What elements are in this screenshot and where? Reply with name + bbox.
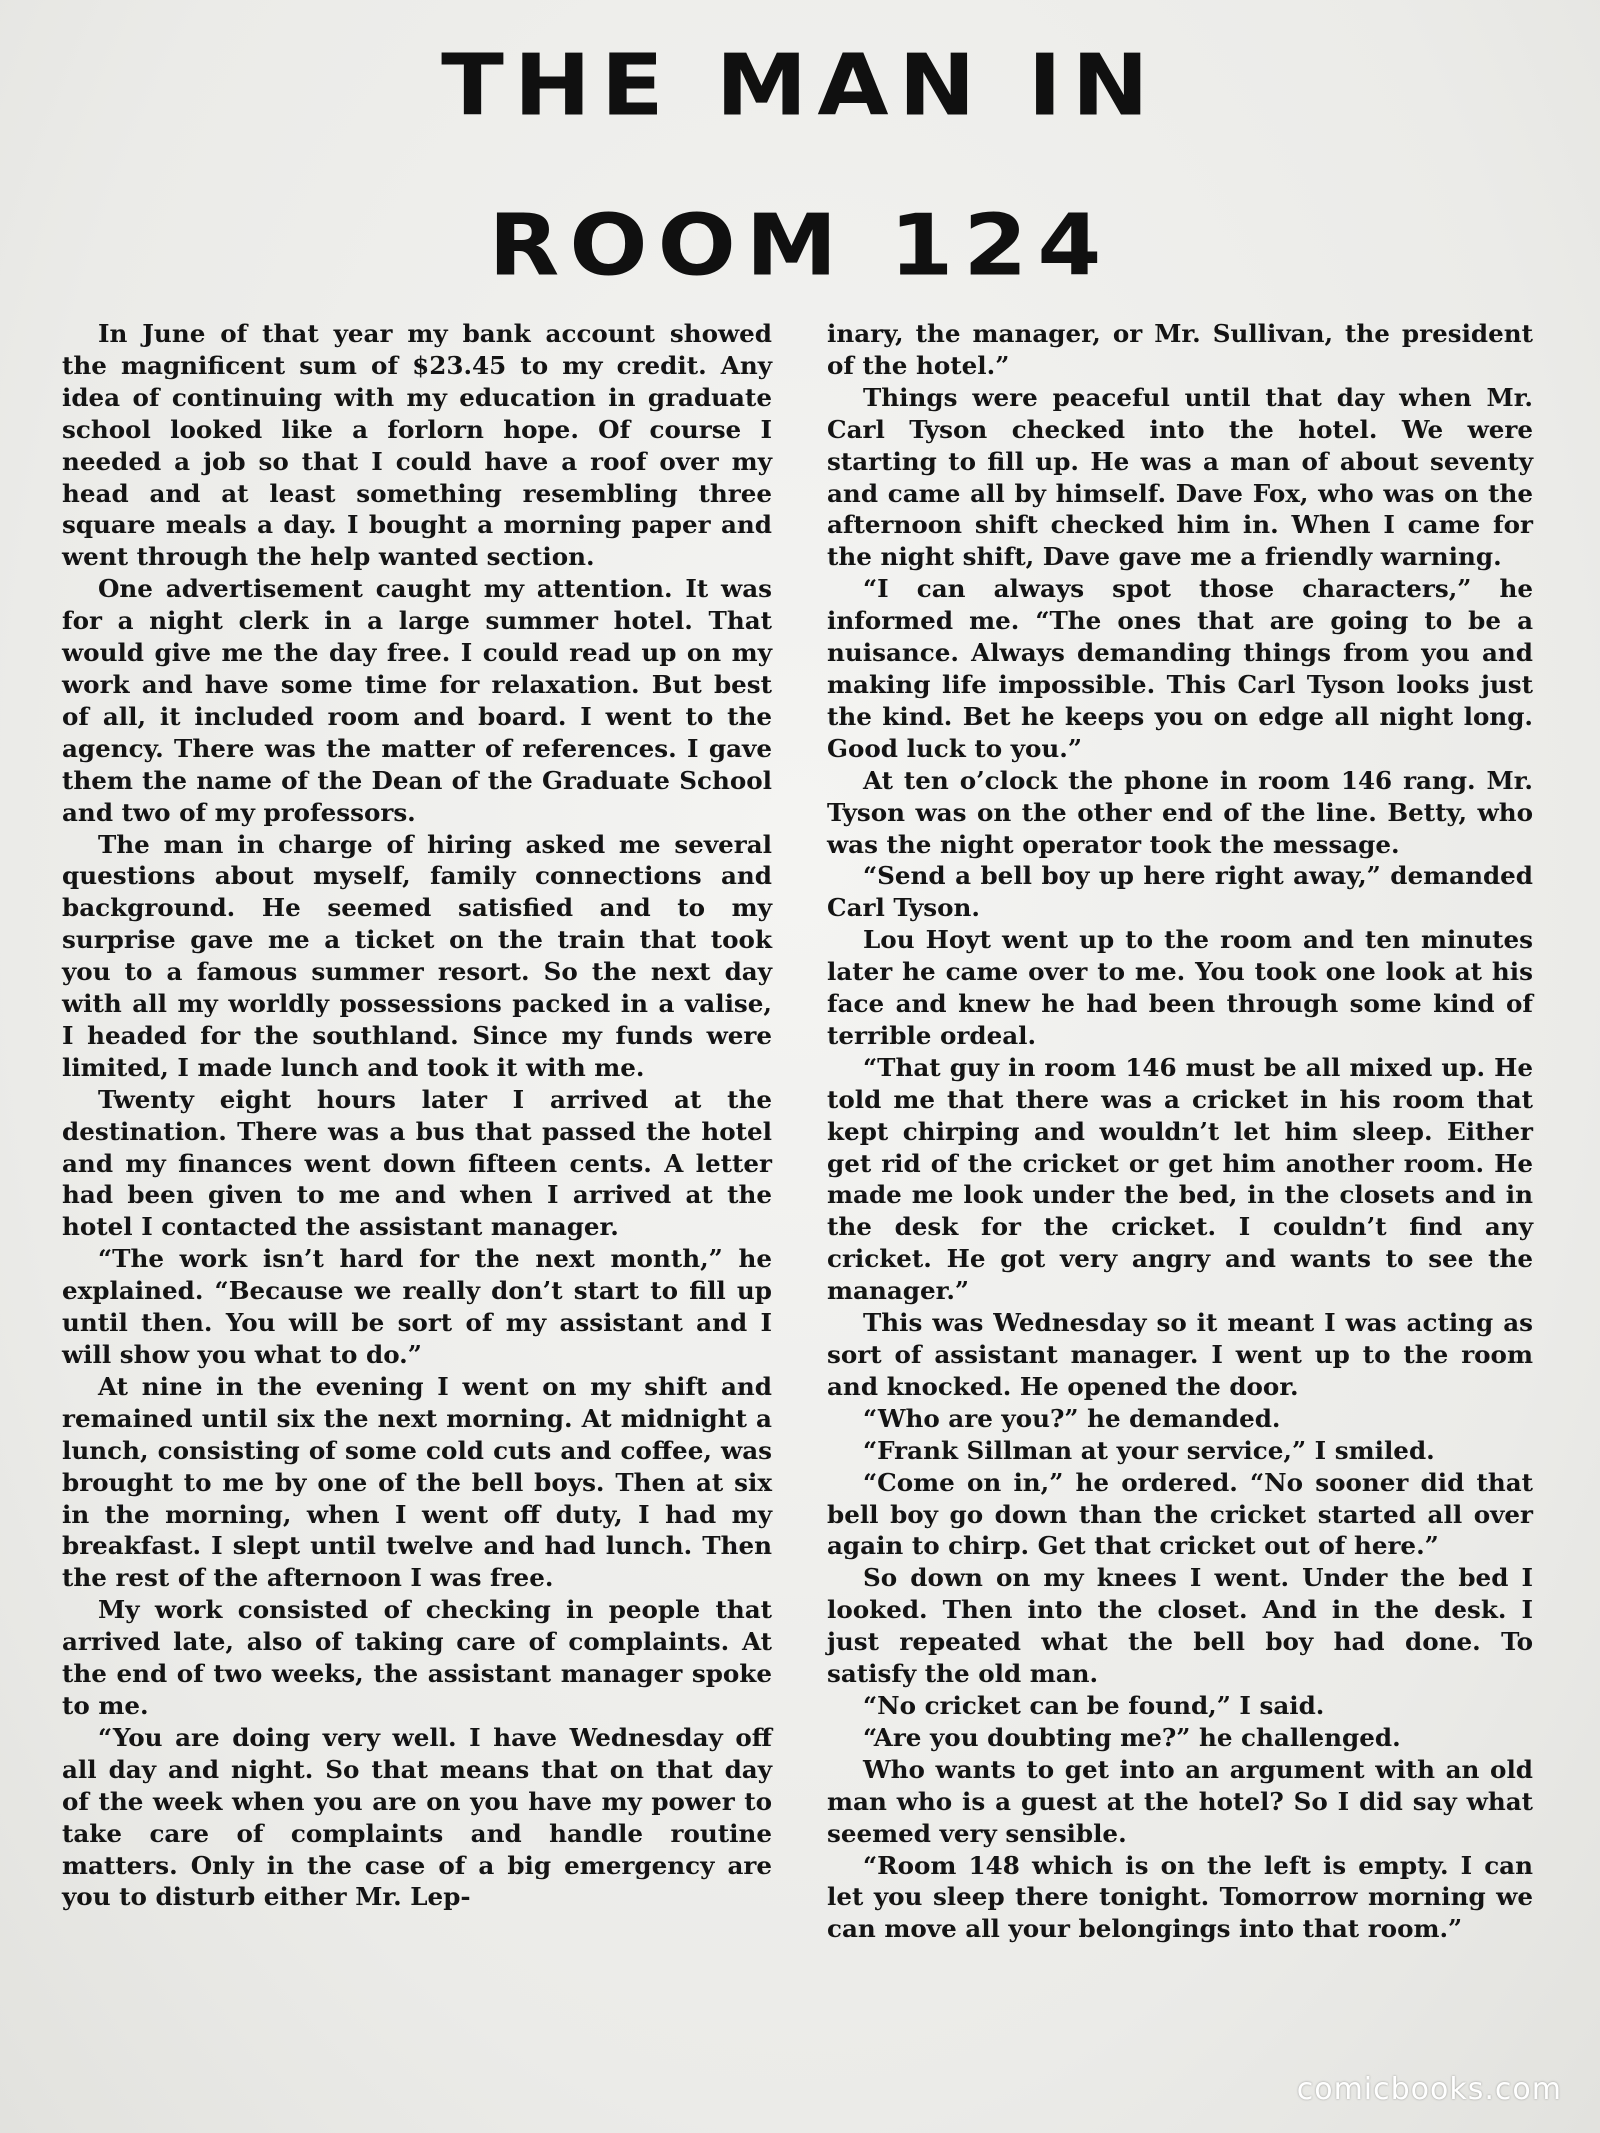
paragraph: Things were peaceful until that day when Mr. Carl Tyson checked into the hotel. We were starting to fill up. He was a man of about seventy and came all by himself. Dave Fox, who was on the afternoon shift checked him in. When I came for the night shift, Dave gave me a friendly warning. [827,382,1533,572]
paragraph: At nine in the evening I went on my shift and remained until six the next morning. At midnight a lunch, consisting of some cold cuts and coffee, was brought to me by one of the bell boys. Then at six in the morning, when I went off duty, I had my breakfast. I slept until twelve and had lunch. Then the rest of the afternoon I was free. [62,1371,772,1593]
paragraph-continued: inary, the manager, or Mr. Sullivan, the president of the hotel.” [827,319,1533,380]
paragraph: “Room 148 which is on the left is empty. I can let you sleep there tonight. Tomorrow morning we can move all your belongings into that room.” [827,1850,1533,1944]
paragraph: “That guy in room 146 must be all mixed up. He told me that there was a cricket in his room that kept chirping and wouldn’t let him sleep. Either get rid of the cricket or get him another room. He made me look under the bed, in the closets and in the desk for the cricket. I couldn’t find any cricket. He got very angry and wants to see the manager.” [827,1052,1533,1306]
left-text-column [62,318,772,2098]
paragraph: In June of that year my bank account showed the magnificent sum of $23.45 to my credit. Any idea of continuing with my education in graduate school looked like a forlorn hope. Of course I needed a job so that I could have a roof over my head and at least something resembling three square meals a day. I bought a morning paper and went through the help wanted section. [62,319,772,572]
paragraph: Lou Hoyt went up to the room and ten minutes later he came over to me. You took one look at his face and knew he had been through some kind of terrible ordeal. [827,925,1533,1050]
paragraph: My work consisted of checking in people that arrived late, also of taking care of complaints. At the end of two weeks, the assistant manager spoke to me. [62,1595,772,1720]
paragraph: “Send a bell boy up here right away,” demanded Carl Tyson. [827,861,1533,923]
paragraph: Who wants to get into an argument with an old man who is a guest at the hotel? So I did say what seemed very sensible. [827,1754,1533,1848]
paragraph: The man in charge of hiring asked me several questions about myself, family connections and background. He seemed satisfied and to my surprise gave me a ticket on the train that took you to a famous summer resort. So the next day with all my worldly possessions packed in a valise, I headed for the southland. Since my funds were limited, I made lunch and took it with me. [62,829,772,1082]
paragraph: So down on my knees I went. Under the bed I looked. Then into the closet. And in the desk. I just repeated what the bell boy had done. To satisfy the old man. [827,1563,1533,1689]
story-title-line-2: ROOM 124 [488,196,1112,295]
paragraph: “Frank Sillman at your service,” I smiled. [863,1435,1435,1465]
right-text-column [827,318,1533,2098]
story-title-line-1: THE MAN IN [441,36,1159,135]
paragraph: “Come on in,” he ordered. “No sooner did that bell boy go down than the cricket started all over again to chirp. Get that cricket out of here.” [827,1467,1533,1561]
paragraph: “Who are you?” he demanded. [863,1403,1281,1433]
paragraph: “The work isn’t hard for the next month,” he explained. “Because we really don’t start to fill up until then. You will be sort of my assistant and I will show you what to do.” [62,1244,772,1369]
paragraph: This was Wednesday so it meant I was acting as sort of assistant manager. I went up to the room and knocked. He opened the door. [827,1308,1533,1401]
site-watermark: comicbooks.com [1296,2072,1562,2107]
paragraph: “No cricket can be found,” I said. [863,1690,1325,1720]
paragraph: “I can always spot those characters,” he informed me. “The ones that are going to be a nuisance. Always demanding things from you and making life impossible. This Carl Tyson looks just the kind. Bet he keeps you on edge all night long. Good luck to you.” [827,574,1533,763]
paragraph: “Are you doubting me?” he challenged. [863,1722,1401,1752]
paragraph: Twenty eight hours later I arrived at the destination. There was a bus that passed the hotel and my finances went down fifteen cents. A letter had been given to me and when I arrived at the hotel I contacted the assistant manager. [62,1084,772,1242]
paragraph: At ten o’clock the phone in room 146 rang. Mr. Tyson was on the other end of the line. Betty, who was the night operator took the message. [827,765,1533,859]
paragraph: One advertisement caught my attention. It was for a night clerk in a large summer hotel. That would give me the day free. I could read up on my work and have some time for relaxation. But best of all, it included room and board. I went to the agency. There was the matter of references. I gave them the name of the Dean of the Graduate School and two of my professors. [62,574,772,827]
paragraph: “You are doing very well. I have Wednesday off all day and night. So that means that on that day of the week when you are on you have my power to take care of complaints and handle routine matters. Only in the case of a big emergency are you to disturb either Mr. Lep- [62,1722,772,1912]
